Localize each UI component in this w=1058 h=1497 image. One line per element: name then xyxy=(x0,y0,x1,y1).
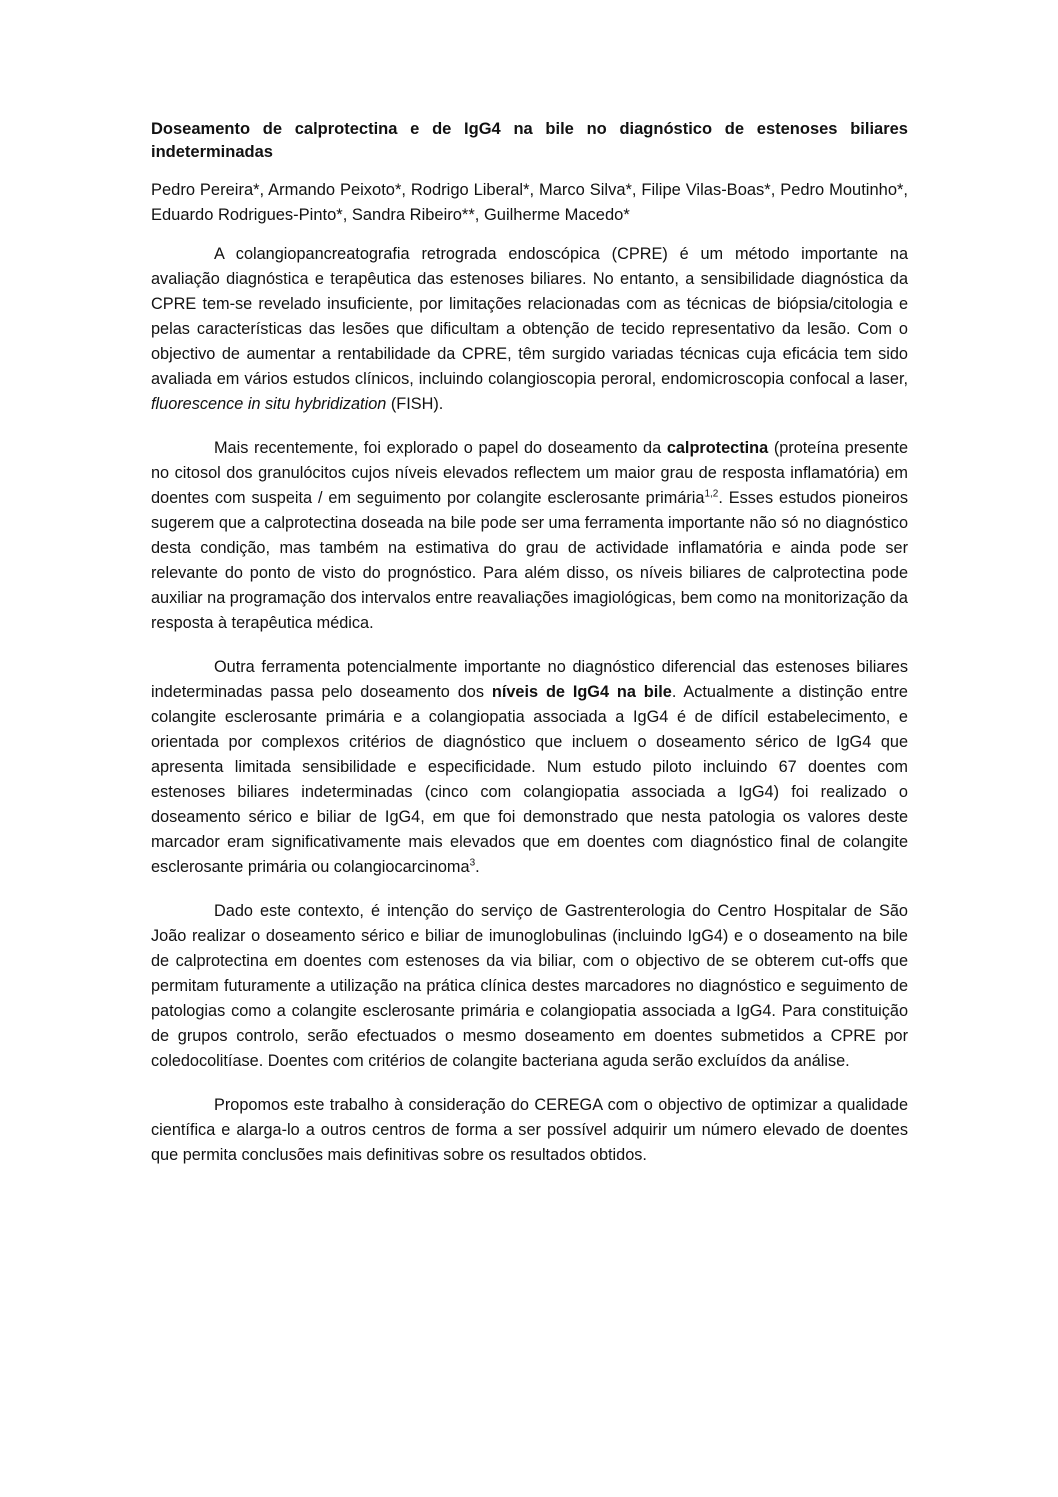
document-title: Doseamento de calprotectina e de IgG4 na bile no diagnóstico de estenoses biliares indeterminadas xyxy=(151,120,908,161)
paragraph-text: . Esses estudos pioneiros sugerem que a calprotectina doseada na bile pode ser uma ferramenta importante não só no diagnóstico desta condição, mas também na estimativa do grau de actividade inflamatória e ainda pode ser relevante do ponto de visto do prognóstico. Para além disso, os níveis biliares de calprotectina pode auxiliar na programação dos intervalos entre reavaliações imagiológicas, bem como na monitorização da resposta à terapêutica médica. xyxy=(151,489,908,632)
paragraph-proposal: Propomos este trabalho à consideração do CEREGA com o objectivo de optimizar a qualidade científica e alarga-lo a outros centros de forma a ser possível adquirir um número elevado de doentes que permita conclusões mais definitivas sobre os resultados obtidos. xyxy=(151,1096,908,1164)
paragraph-text: (proteína presente no citosol dos granulócitos cujos níveis elevados reflectem um maior grau de resposta inflamatória) em doentes com suspeita / em seguimento por colangite esclerosante primária xyxy=(151,439,908,507)
paragraph-text: Outra ferramenta potencialmente importante no diagnóstico diferencial das estenoses biliares indeterminadas passa pelo doseamento dos xyxy=(151,658,908,701)
paragraph-text: A colangiopancreatografia retrograda endoscópica (CPRE) é um método importante na avaliação diagnóstica e terapêutica das estenoses biliares. No entanto, a sensibilidade diagnóstica da CPRE tem-se revelado insuficiente, por limitações relacionadas com as técnicas de biópsia/citologia e pelas características das lesões que dificultam a obtenção de tecido representativo da lesão. Com o objectivo de aumentar a rentabilidade da CPRE, têm surgido variadas técnicas cuja eficácia tem sido avaliada em vários estudos clínicos, incluindo colangioscopia peroral, endomicroscopia confocal a laser, xyxy=(151,245,908,388)
citation-superscript: 3 xyxy=(469,857,476,869)
paragraph-context: Dado este contexto, é intenção do serviço de Gastrenterologia do Centro Hospitalar de São João realizar o doseamento sérico e biliar de imunoglobulinas (incluindo IgG4) e o doseamento na bile de calprotectina em doentes com estenoses da via biliar, com o objectivo de se obterem cut-offs que permitam futuramente a utilização na prática clínica destes marcadores no diagnóstico e seguimento de patologias como a colangite esclerosante primária e colangiopatia associada a IgG4. Para constituição de grupos controlo, serão efectuados o mesmo doseamento em doentes submetidos a CPRE por coledocolitíase. Doentes com critérios de colangite bacteriana aguda serão excluídos da análise. xyxy=(151,902,908,1070)
paragraph-text: . Actualmente a distinção entre colangite esclerosante primária e a colangiopatia associada a IgG4 é de difícil estabelecimento, e orientada por complexos critérios de diagnóstico que incluem o doseamento sérico de IgG4 que apresenta limitada sensibilidade e especificidade. Num estudo piloto incluindo 67 doentes com estenoses biliares indeterminadas (cinco com colangiopatia associada a IgG4) foi realizado o doseamento sérico e biliar de IgG4, em que foi demonstrado que nesta patologia os valores deste marcador eram significativamente mais elevados que em doentes com diagnóstico final de colangite esclerosante primária ou colangiocarcinoma xyxy=(151,683,908,876)
author-list: Pedro Pereira*, Armando Peixoto*, Rodrigo Liberal*, Marco Silva*, Filipe Vilas-Boas*, Pedro Moutinho*, Eduardo Rodrigues-Pinto*, Sandra Ribeiro**, Guilherme Macedo* xyxy=(151,181,908,224)
paragraph-intro xyxy=(151,242,908,417)
paragraph-igg4 xyxy=(151,655,908,880)
paragraph-text: . xyxy=(475,858,480,876)
bold-term: calprotectina xyxy=(666,439,769,457)
citation-superscript: 1,2 xyxy=(704,488,719,500)
paragraph-calprotectin xyxy=(151,436,908,636)
bold-term: níveis de IgG4 na bile xyxy=(491,683,672,701)
paragraph-text: Mais recentemente, foi explorado o papel do doseamento da xyxy=(214,439,667,457)
italic-term: fluorescence in situ hybridization xyxy=(151,395,387,413)
document-page xyxy=(151,118,908,1187)
paragraph-text: (FISH). xyxy=(386,395,444,413)
